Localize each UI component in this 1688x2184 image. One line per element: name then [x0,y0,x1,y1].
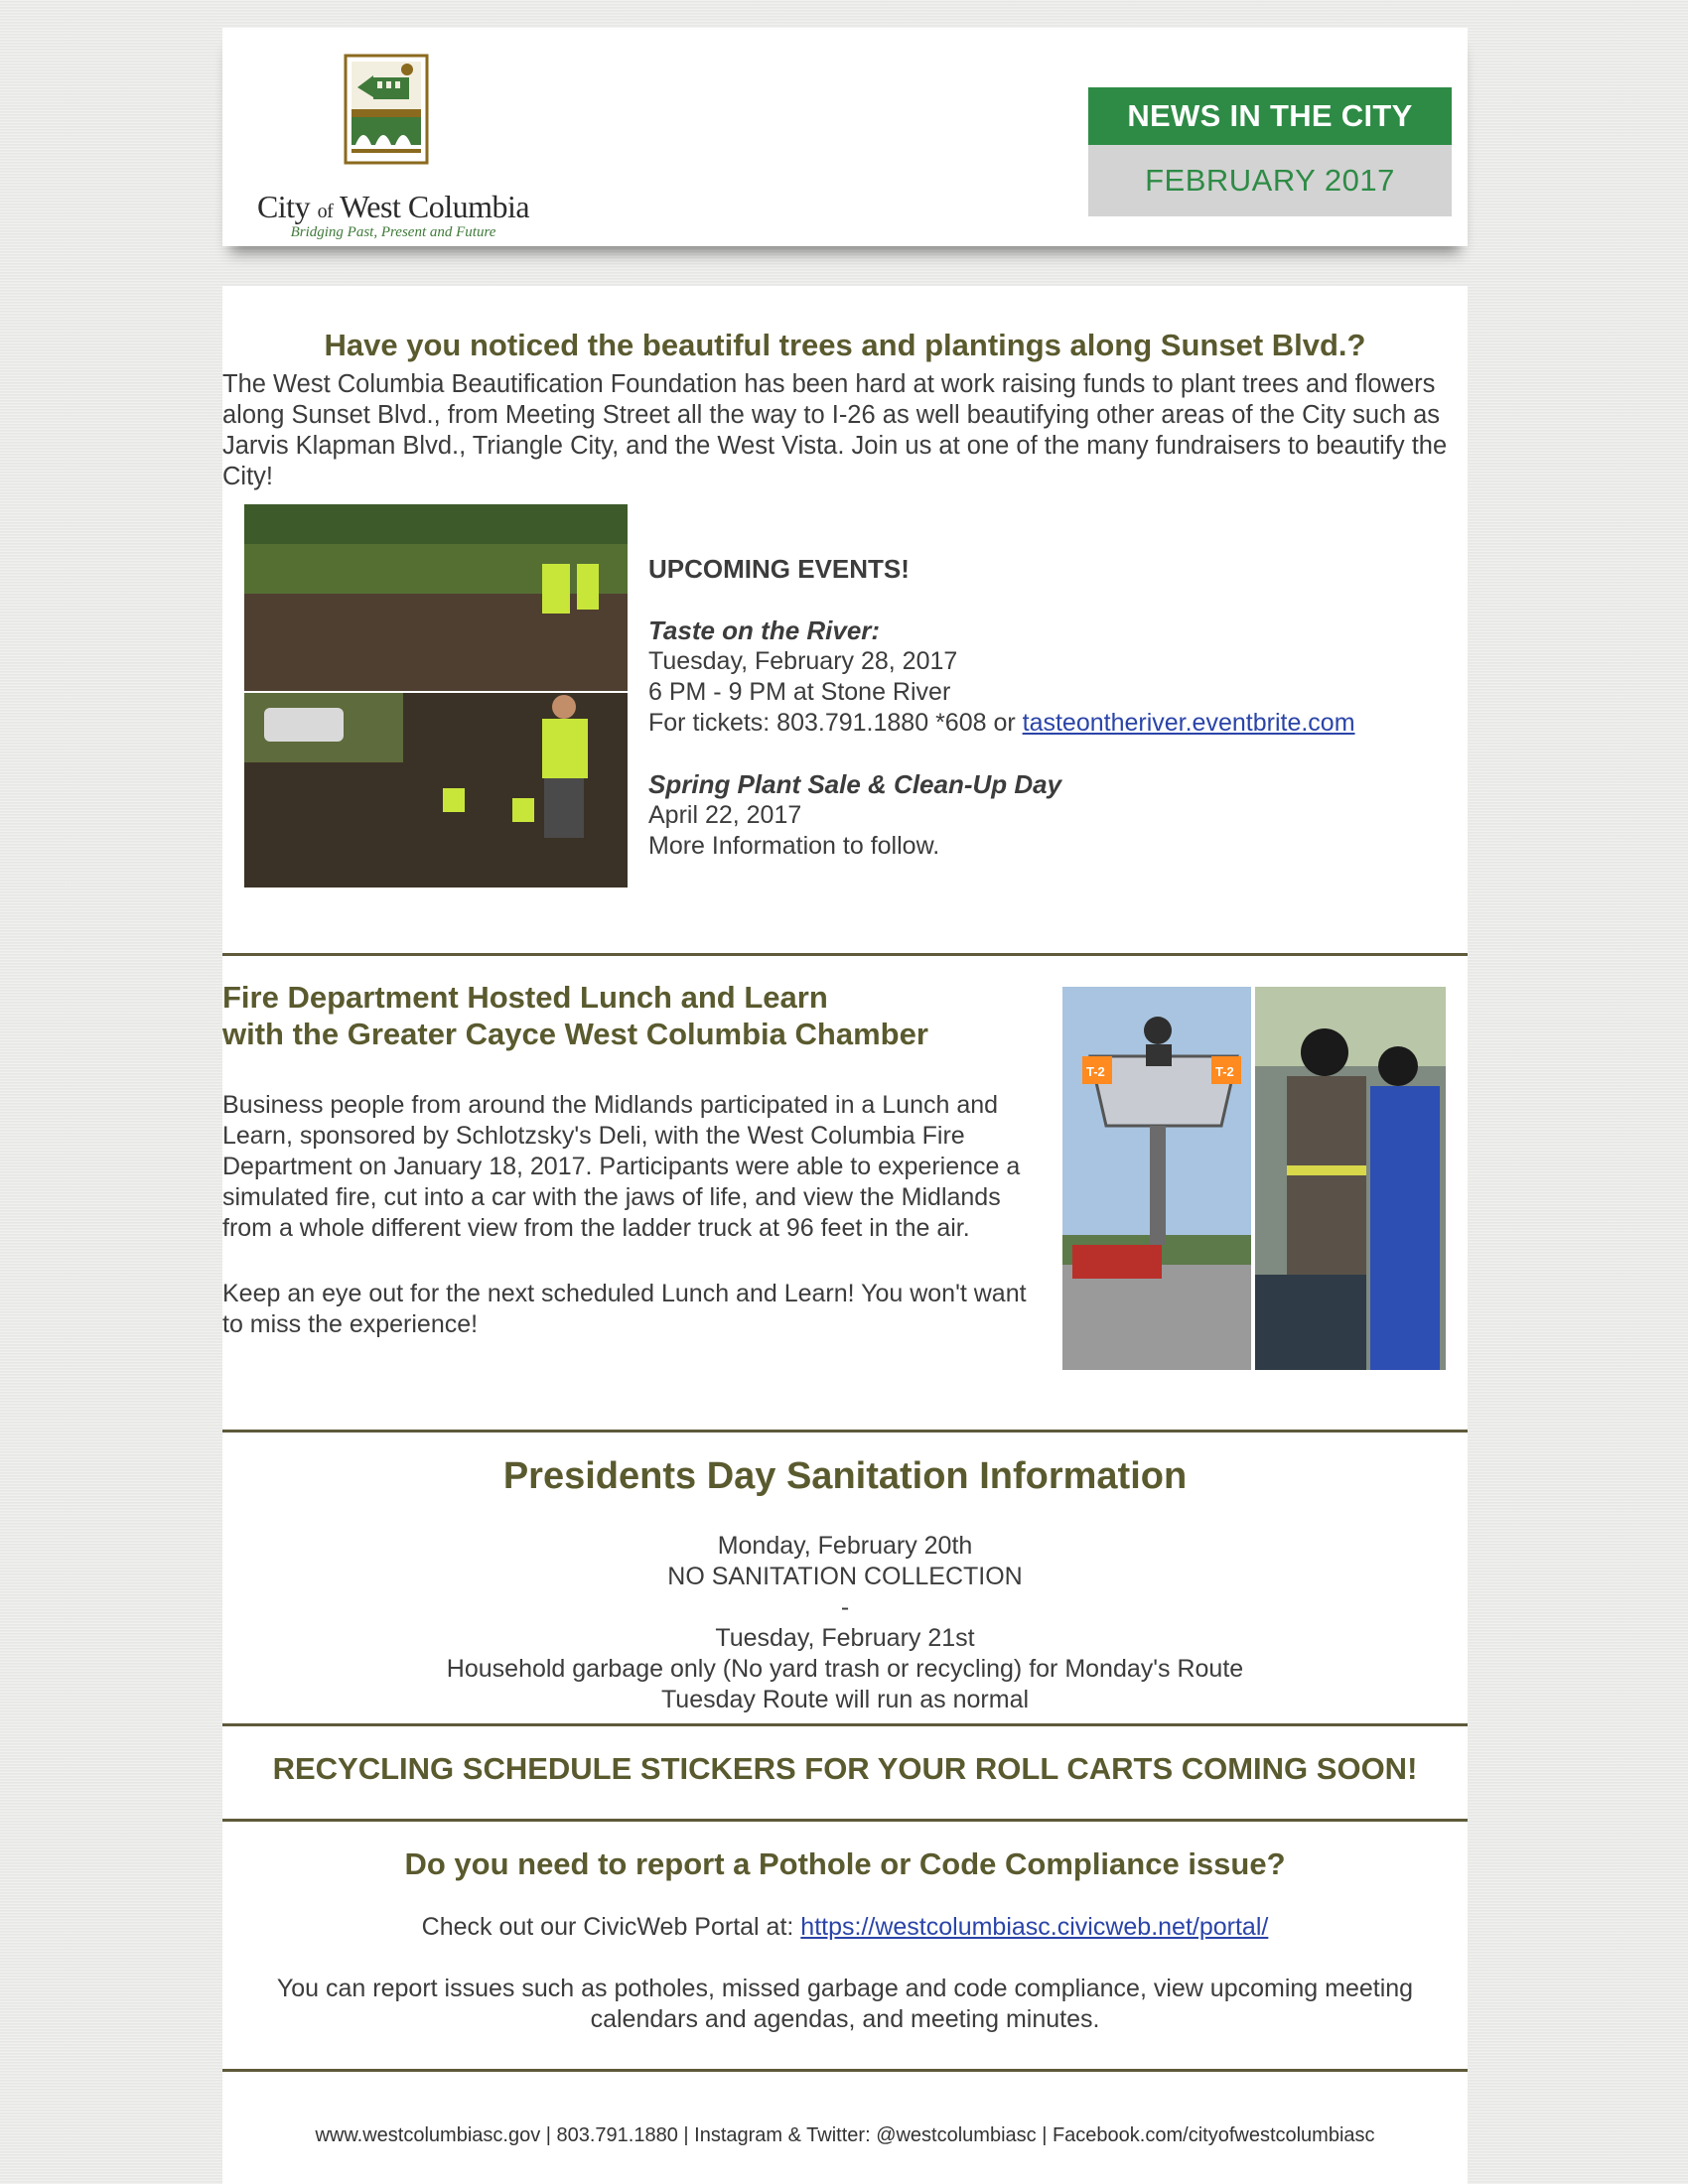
upcoming-events-block [648,554,1463,862]
section-divider [222,1430,1468,1433]
section-divider [222,2069,1468,2072]
recycling-notice: RECYCLING SCHEDULE STICKERS FOR YOUR ROLL CARTS COMING SOON! [272,1751,1418,1786]
newsletter-title-badge: NEWS IN THE CITY [1088,87,1452,145]
sanitation-line: NO SANITATION COLLECTION [667,1563,1023,1590]
truck-label-left: T-2 [1086,1064,1105,1079]
fire-paragraph-1: Business people from around the Midlands participated in a Lunch and Learn, sponsored by Schlotzsky's Deli, with the West Columbia Fire Department on January 18, 2017. Participants were able to experience a simulated fire, cut into a car with the jaws of life, and view the Midlands from a whole different view from the ladder truck at 96 feet in the air. [222,1091,1021,1242]
pothole-paragraph: You can report issues such as potholes, missed garbage and code compliance, view upcoming meeting calendars and agendas, and meeting minutes. [276,1975,1414,2033]
section-divider [222,1819,1468,1822]
city-emblem-icon [344,54,429,165]
beautification-paragraph: The West Columbia Beautification Foundation has been hard at work raising funds to plant trees and flowers along Sunset Blvd., from Meeting Street all the way to I-26 as well beautifying other areas of the City such as Jarvis Klapman Blvd., Triangle City, and the West Vista. Join us at one of the many fundraisers to beautify the City! [222,370,1448,490]
event1-title: Taste on the River: [648,615,881,645]
newsletter-body [222,286,1468,2184]
event2-note: More Information to follow. [648,832,940,860]
logo-city-name: City of West Columbia [256,189,530,224]
footer-contact: www.westcolumbiasc.gov | 803.791.1880 | Instagram & Twitter: @westcolumbiasc | Facebook.com/cityofwestcolumbiasc [315,2124,1375,2146]
newsletter-header [222,28,1468,246]
fire-title: Fire Department Hosted Lunch and Learn with the Greater Cayce West Columbia Chamber [222,980,928,1051]
fire-paragraph-2: Keep an eye out for the next scheduled Lunch and Learn! You won't want to miss the experience! [222,1280,1027,1338]
sanitation-line: Monday, February 20th [717,1532,973,1560]
fire-photo [1062,987,1446,1370]
sanitation-line: Household garbage only (No yard trash or recycling) for Monday's Route [446,1655,1244,1683]
sanitation-line: - [840,1593,850,1621]
portal-line: Check out our CivicWeb Portal at: https://westcolumbiasc.civicweb.net/portal/ [421,1913,1269,1941]
section-divider [222,1723,1468,1726]
fire-photo-image [1062,987,1446,1370]
event2-date: April 22, 2017 [648,801,802,829]
planting-photo [244,504,628,887]
event1-date: Tuesday, February 28, 2017 [648,647,958,675]
newsletter-date-badge: FEBRUARY 2017 [1088,145,1452,216]
events-heading: UPCOMING EVENTS! [648,554,910,584]
city-logo [244,52,542,240]
sanitation-info [222,1531,1468,1715]
section-divider [222,953,1468,956]
sanitation-line: Tuesday, February 21st [715,1624,975,1652]
event1-time: 6 PM - 9 PM at Stone River [648,678,951,706]
event1-tickets: For tickets: 803.791.1880 *608 or tasteontheriver.eventbrite.com [648,709,1355,737]
civicweb-portal-link[interactable]: https://westcolumbiasc.civicweb.net/portal/ [800,1913,1269,1941]
beautification-title: Have you noticed the beautiful trees and plantings along Sunset Blvd.? [324,328,1366,362]
planting-photo-image [244,504,628,887]
event2-title: Spring Plant Sale & Clean-Up Day [648,769,1062,799]
sanitation-line: Tuesday Route will run as normal [660,1686,1030,1713]
logo-tagline: Bridging Past, Present and Future [290,224,496,240]
sanitation-title: Presidents Day Sanitation Information [502,1455,1188,1497]
pothole-title: Do you need to report a Pothole or Code Compliance issue? [404,1846,1286,1881]
truck-label-right: T-2 [1215,1064,1234,1079]
event1-ticket-link[interactable]: tasteontheriver.eventbrite.com [1022,709,1355,737]
